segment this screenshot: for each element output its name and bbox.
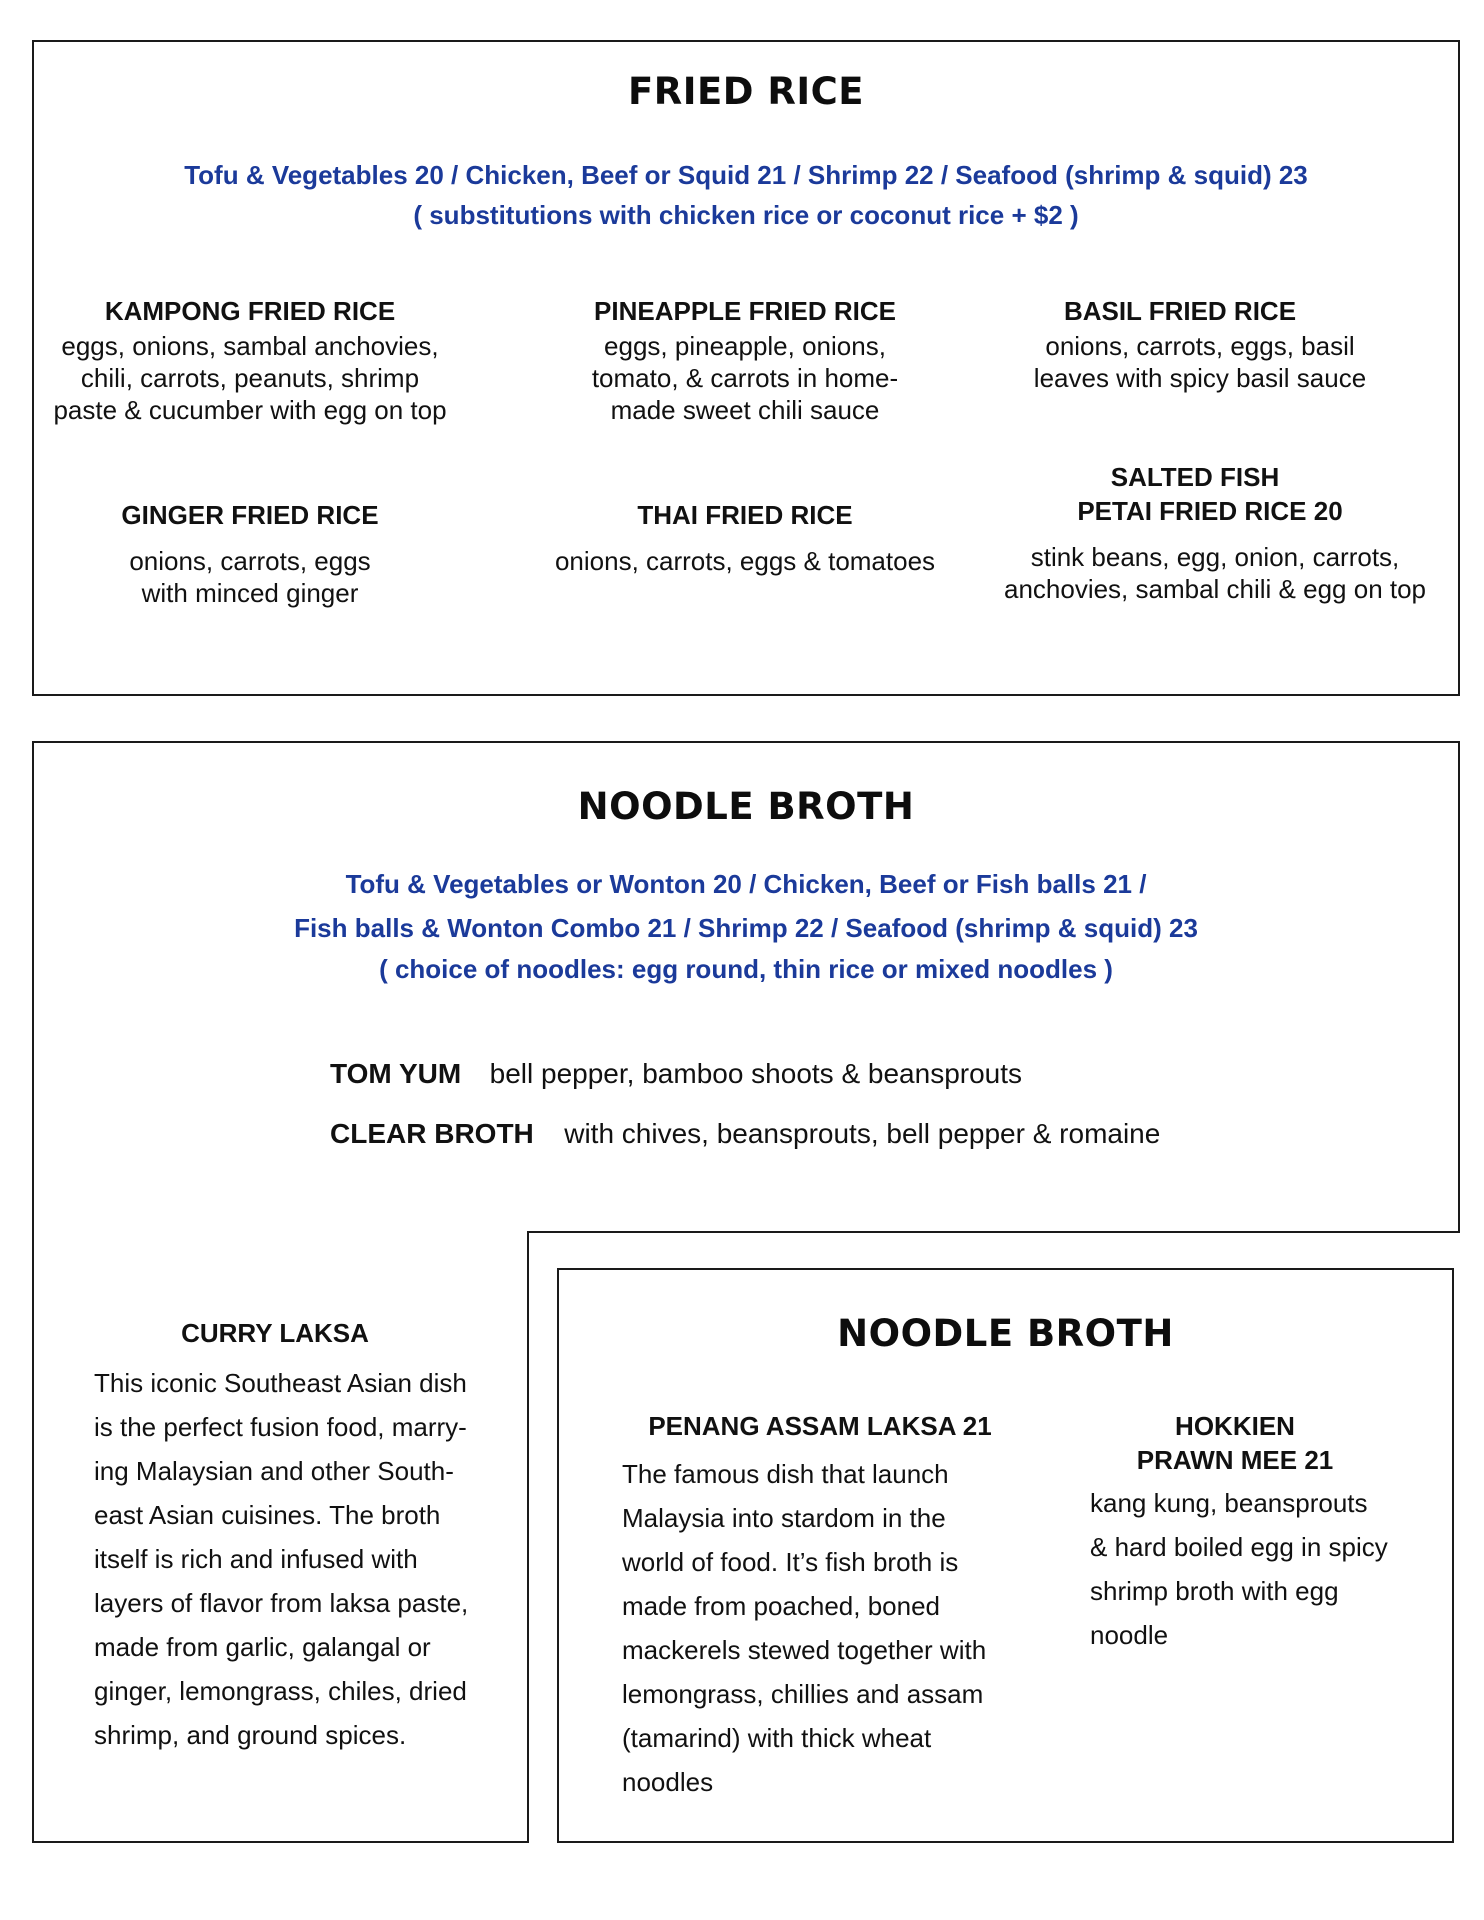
menu-item-name: THAI FRIED RICE (637, 500, 853, 530)
noodle-broth-title: NOODLE BROTH (577, 785, 915, 828)
menu-item-desc: onions, carrots, eggs with minced ginger (129, 546, 371, 608)
menu-item-name: PINEAPPLE FRIED RICE (594, 296, 896, 326)
menu-item-name: BASIL FRIED RICE (1063, 296, 1297, 326)
broth-name: CLEAR BROTH (330, 1118, 534, 1149)
menu-item-desc: eggs, onions, sambal anchovies, chili, carrots, peanuts, shrimp paste & cucumber with egg on top (53, 331, 447, 425)
noodle-choice-note: ( choice of noodles: egg round, thin rice or mixed noodles ) (379, 954, 1113, 984)
noodle-broth-pricing-line: Tofu & Vegetables or Wonton 20 / Chicken, Beef or Fish balls 21 / (345, 869, 1147, 899)
menu-item-desc: stink beans, egg, onion, carrots, anchovies, sambal chili & egg on top (1003, 542, 1427, 604)
hokkien-prawn-mee-desc: kang kung, beansprouts & hard boiled egg in spicy shrimp broth with egg noodle (1090, 1488, 1388, 1650)
penang-laksa-desc: The famous dish that launch Malaysia into stardom in the world of food. It’s fish broth is made from poached, boned mackerels stewed together with lemongrass, chillies and assam (tamarind) with thick wheat noodles (622, 1459, 987, 1797)
menu-item-name: GINGER FRIED RICE (121, 500, 379, 530)
penang-laksa-name: PENANG ASSAM LAKSA 21 (648, 1411, 992, 1441)
fried-rice-substitution-note: ( substitutions with chicken rice or coconut rice + $2 ) (413, 200, 1079, 230)
hokkien-prawn-mee-name: HOKKIEN PRAWN MEE 21 (1136, 1411, 1334, 1475)
noodle-broth-pricing-line: Fish balls & Wonton Combo 21 / Shrimp 22 / Seafood (shrimp & squid) 23 (294, 913, 1198, 943)
curry-laksa-name: CURRY LAKSA (181, 1318, 369, 1348)
broth-name: TOM YUM (330, 1058, 462, 1089)
noodle-broth-2-title: NOODLE BROTH (837, 1312, 1174, 1355)
menu-item-desc: onions, carrots, eggs, basil leaves with spicy basil sauce (1033, 331, 1367, 393)
menu-item-name: KAMPONG FRIED RICE (104, 296, 396, 326)
broth-desc: bell pepper, bamboo shoots & beansprouts (489, 1058, 1023, 1089)
fried-rice-title: FRIED RICE (627, 70, 865, 113)
menu-item-name: SALTED FISH PETAI FRIED RICE 20 (1077, 462, 1343, 526)
menu-item-desc: onions, carrots, eggs & tomatoes (554, 546, 936, 576)
curry-laksa-desc: This iconic Southeast Asian dish is the perfect fusion food, marry- ing Malaysian and other South- east Asian cuisines. The broth itself is rich and infused with layers of flavor from laksa paste, made from garlic, galangal or ginger, lemongrass, chiles, dried shrimp, and ground spices. (94, 1368, 469, 1750)
fried-rice-pricing: Tofu & Vegetables 20 / Chicken, Beef or Squid 21 / Shrimp 22 / Seafood (shrimp & squid) 23 (184, 160, 1308, 190)
menu-item-desc: eggs, pineapple, onions, tomato, & carrots in home- made sweet chili sauce (591, 331, 899, 425)
broth-option (330, 1118, 1160, 1150)
broth-option (330, 1058, 1022, 1090)
broth-desc: with chives, beansprouts, bell pepper & romaine (564, 1118, 1161, 1149)
